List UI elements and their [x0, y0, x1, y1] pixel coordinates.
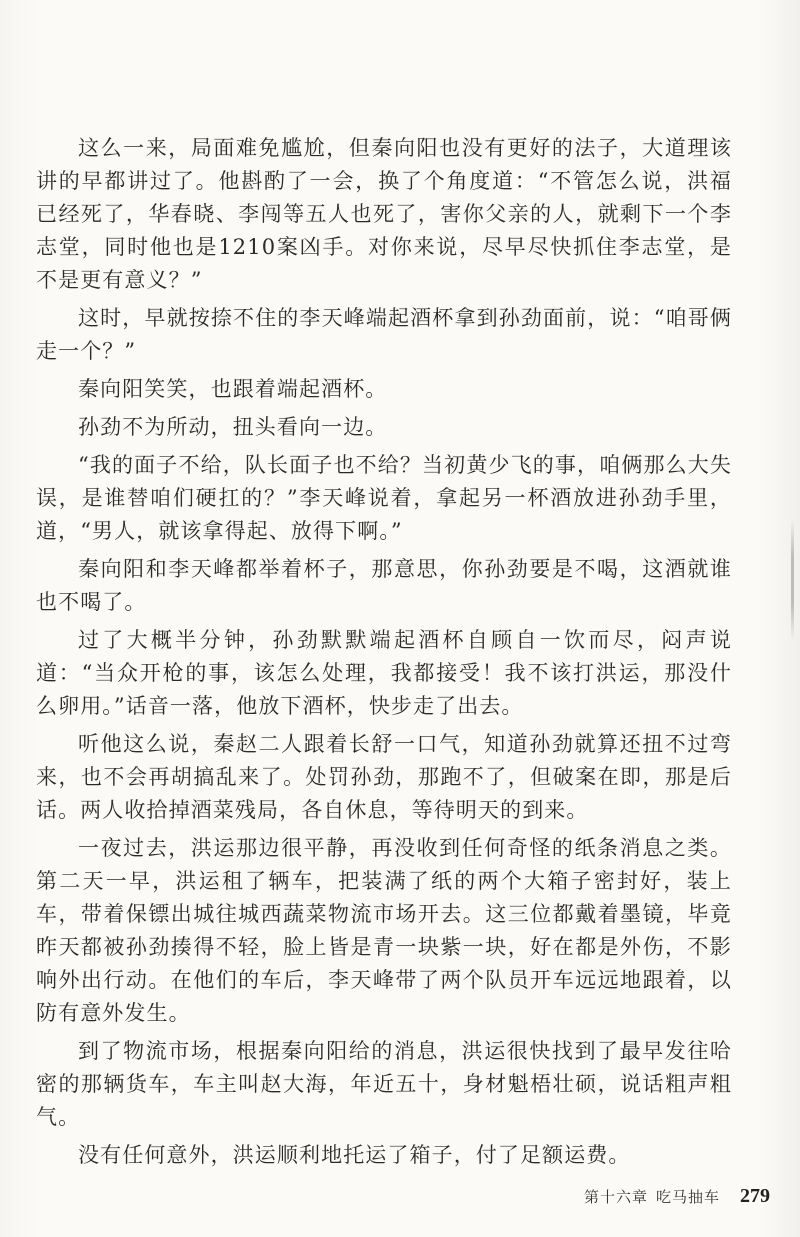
paragraph: 过了大概半分钟，孙劲默默端起酒杯自顾自一饮而尽，闷声说道：“当众开枪的事，该怎么处理，我都接受！我不该打洪运，那没什么卵用。”话音一落，他放下酒杯，快步走了出去。 [36, 628, 732, 718]
paragraph: 秦向阳笑笑，也跟着端起酒杯。 [78, 377, 388, 401]
paragraph: 这么一来，局面难免尴尬，但秦向阳也没有更好的法子，大道理该讲的早都讲过了。他斟酌了一会，换了个角度道：“不管怎么说，洪福已经死了，华春晓、李闯等五人也死了，害你父亲的人，就剩下一个李志堂，同时他也是1210案凶手。对你来说，尽早尽快抓住李志堂，是不是更有意义？” [36, 136, 732, 292]
paragraph: “我的面子不给，队长面子也不给？当初黄少飞的事，咱俩那么大失误，是谁替咱们硬扛的？”李天峰说着，拿起另一杯酒放进孙劲手里，道，“男人，就该拿得起、放得下啊。” [36, 453, 732, 543]
paragraph: 到了物流市场，根据秦向阳给的消息，洪运很快找到了最早发往哈密的那辆货车，车主叫赵大海，年近五十，身材魁梧壮硕，说话粗声粗气。 [36, 1039, 732, 1129]
paragraph: 秦向阳和李天峰都举着杯子，那意思，你孙劲要是不喝，这酒就谁也不喝了。 [36, 557, 732, 614]
chapter-number: 第十六章 [583, 1188, 648, 1206]
page-edge-shadow [791, 520, 794, 640]
paragraph: 一夜过去，洪运那边很平静，再没收到任何奇怪的纸条消息之类。第二天一早，洪运租了辆车，把装满了纸的两个大箱子密封好，装上车，带着保镖出城往城西蔬菜物流市场开去。这三位都戴着墨镜，毕竟昨天都被孙劲揍得不轻，脸上皆是青一块紫一块，好在都是外伤，不影响外出行动。在他们的车后，李天峰带了两个队员开车远远地跟着，以防有意外发生。 [36, 836, 732, 1025]
running-footer [584, 1186, 720, 1207]
paragraph: 没有任何意外，洪运顺利地托运了箱子，付了足额运费。 [78, 1143, 631, 1167]
paragraph: 听他这么说，秦赵二人跟着长舒一口气，知道孙劲就算还扭不过弯来，也不会再胡搞乱来了。处罚孙劲，那跑不了，但破案在即，那是后话。两人收拾掉酒菜残局，各自休息，等待明天的到来。 [36, 732, 732, 822]
chapter-title: 吃马抽车 [655, 1188, 720, 1206]
paragraph: 孙劲不为所动，扭头看向一边。 [78, 415, 388, 439]
body-text [36, 132, 732, 1177]
paragraph: 这时，早就按捺不住的李天峰端起酒杯拿到孙劲面前，说：“咱哥俩走一个？” [36, 306, 732, 363]
page-number: 279 [740, 1185, 770, 1207]
page-footer [584, 1185, 770, 1208]
